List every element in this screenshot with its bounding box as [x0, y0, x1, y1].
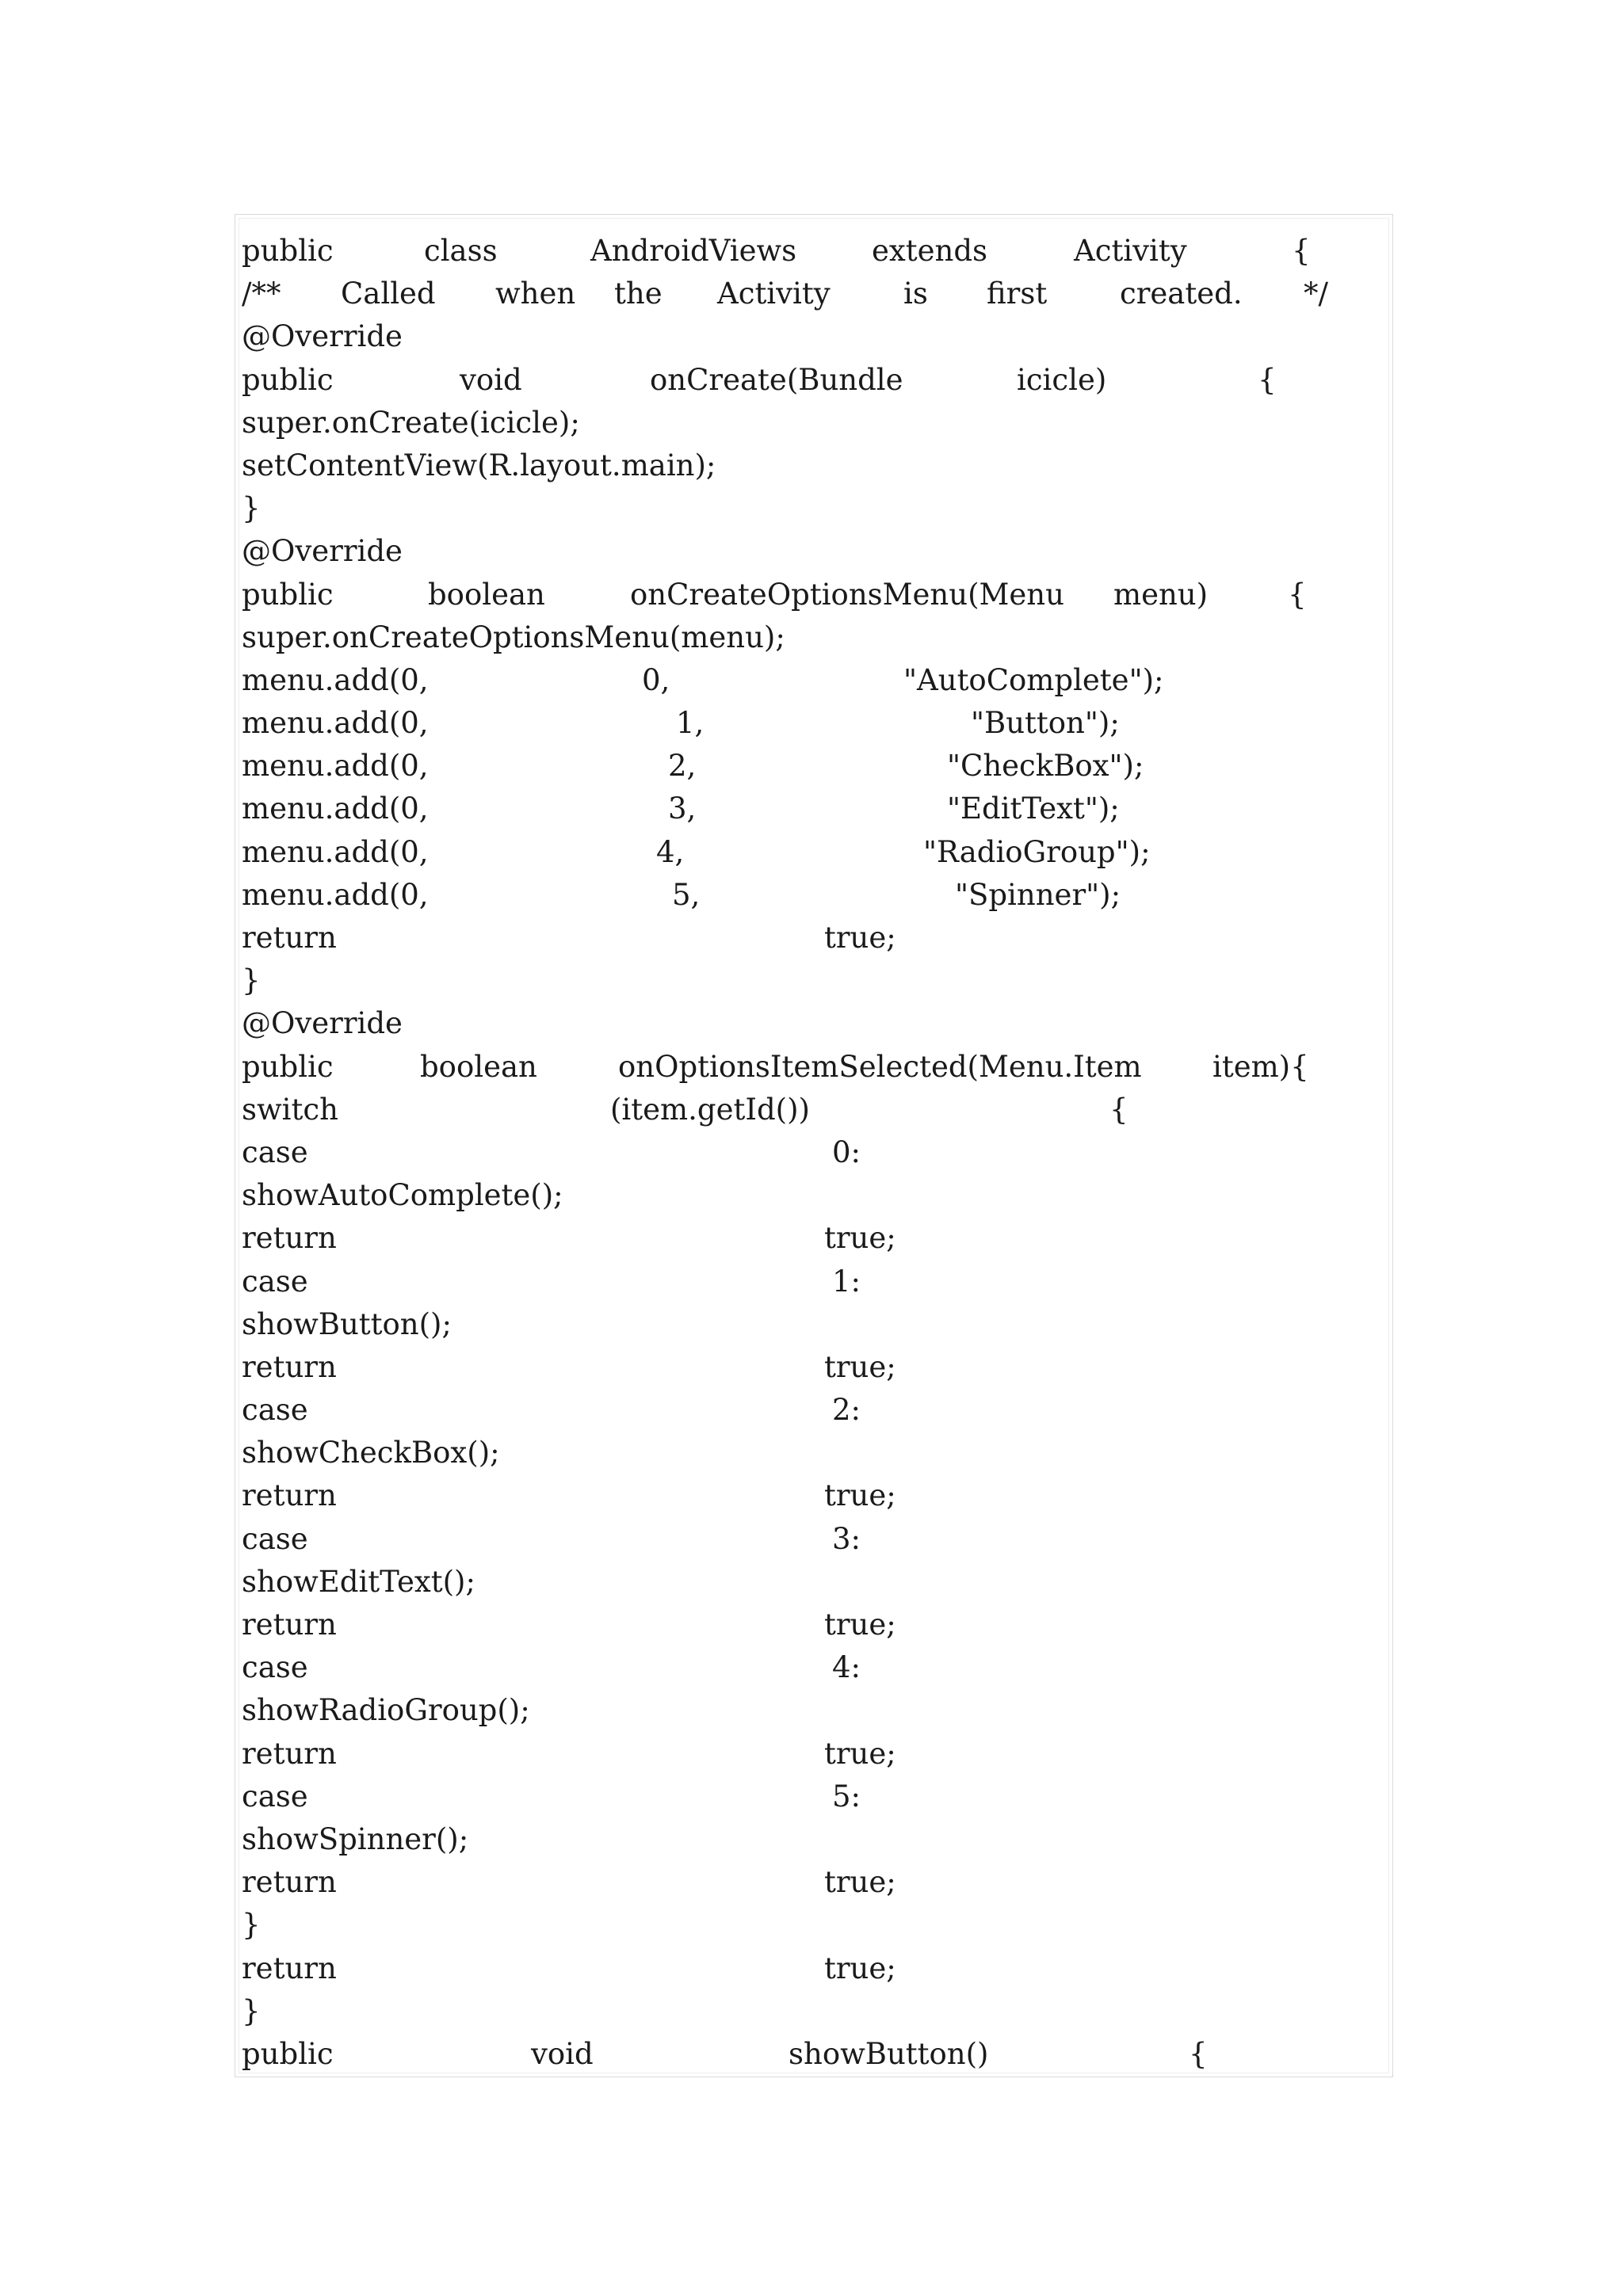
code-token: menu.add(0,	[242, 662, 429, 697]
code-line	[242, 1217, 1375, 1260]
code-token: true;	[824, 1865, 896, 1900]
code-token: onOptionsItemSelected(Menu.Item	[618, 1049, 1142, 1084]
code-token: case	[242, 1650, 308, 1685]
code-token: 3,	[668, 791, 697, 826]
code-line	[242, 359, 1375, 402]
code-token: public	[242, 362, 334, 397]
code-token: 4:	[832, 1650, 861, 1685]
code-token: item){	[1212, 1049, 1309, 1084]
code-token: is	[903, 277, 928, 311]
code-line	[242, 530, 1375, 573]
code-token: showButton();	[242, 1306, 452, 1341]
code-token: AndroidViews	[590, 234, 797, 268]
code-token: when	[495, 277, 576, 311]
code-line	[242, 1904, 1375, 1947]
code-token: Activity	[717, 277, 831, 311]
code-token: @Override	[242, 534, 403, 569]
code-line	[242, 1947, 1375, 1990]
code-token: Activity	[1074, 234, 1187, 268]
code-line	[242, 1518, 1375, 1561]
code-token: true;	[824, 921, 896, 955]
code-token: case	[242, 1135, 308, 1169]
code-token: 1,	[676, 706, 705, 741]
code-token: case	[242, 1521, 308, 1556]
code-token: void	[531, 2036, 594, 2071]
code-token: void	[460, 362, 522, 397]
code-line	[242, 1046, 1375, 1089]
code-token: }	[242, 1908, 261, 1943]
code-line	[242, 1818, 1375, 1861]
code-line	[242, 1261, 1375, 1303]
code-token: Called	[341, 277, 436, 311]
code-token: return	[242, 1349, 337, 1384]
code-token: 1:	[832, 1264, 861, 1299]
code-line	[242, 1604, 1375, 1646]
code-line	[242, 1474, 1375, 1517]
code-token: 2:	[832, 1393, 861, 1428]
code-line	[242, 788, 1375, 830]
code-line	[242, 574, 1375, 616]
code-token: 5,	[672, 877, 701, 912]
code-line	[242, 1990, 1375, 2033]
code-line	[242, 917, 1375, 959]
code-token: "AutoComplete");	[903, 662, 1164, 697]
code-line	[242, 659, 1375, 702]
code-token: showSpinner();	[242, 1821, 469, 1856]
code-token: menu.add(0,	[242, 749, 429, 784]
code-token: {	[1288, 577, 1307, 612]
code-token: the	[614, 277, 663, 311]
code-line	[242, 959, 1375, 1002]
code-line	[242, 1561, 1375, 1604]
code-line	[242, 745, 1375, 788]
code-token: {	[1258, 362, 1277, 397]
code-line	[242, 1389, 1375, 1432]
code-token: case	[242, 1779, 308, 1814]
code-token: return	[242, 1221, 337, 1256]
code-token: public	[242, 234, 334, 268]
code-line	[242, 1131, 1375, 1174]
code-line	[242, 2033, 1375, 2076]
code-token: "Spinner");	[955, 877, 1121, 912]
code-token: menu)	[1113, 577, 1209, 612]
code-token: 5:	[832, 1779, 861, 1814]
code-line	[242, 1346, 1375, 1389]
code-token: super.onCreate(icicle);	[242, 405, 580, 440]
code-line	[242, 1646, 1375, 1689]
code-token: true;	[824, 1608, 896, 1642]
code-token: case	[242, 1393, 308, 1428]
code-token: return	[242, 1608, 337, 1642]
code-line	[242, 1174, 1375, 1217]
code-token: 4,	[656, 834, 685, 869]
code-token: }	[242, 491, 261, 526]
code-line	[242, 702, 1375, 745]
code-line	[242, 874, 1375, 917]
code-token: }	[242, 1993, 261, 2028]
code-token: boolean	[420, 1049, 537, 1084]
code-token: @Override	[242, 1006, 403, 1041]
code-line	[242, 444, 1375, 487]
code-token: {	[1292, 234, 1311, 268]
code-listing	[242, 230, 1375, 2076]
code-token: return	[242, 1736, 337, 1771]
code-token: case	[242, 1264, 308, 1299]
code-line	[242, 1089, 1375, 1131]
code-line	[242, 1432, 1375, 1474]
code-token: true;	[824, 1349, 896, 1384]
code-token: /**	[242, 277, 281, 311]
code-token: "Button");	[971, 706, 1120, 741]
code-token: 3:	[832, 1521, 861, 1556]
code-line	[242, 273, 1375, 315]
code-token: onCreateOptionsMenu(Menu	[630, 577, 1064, 612]
code-token: public	[242, 577, 334, 612]
code-token: "EditText");	[947, 791, 1120, 826]
code-token: setContentView(R.layout.main);	[242, 448, 716, 482]
code-token: switch	[242, 1092, 338, 1127]
code-token: public	[242, 1049, 334, 1084]
code-line	[242, 487, 1375, 530]
code-token: (item.getId())	[610, 1092, 810, 1127]
code-token: "CheckBox");	[947, 749, 1144, 784]
code-token: return	[242, 1951, 337, 1985]
code-line	[242, 1861, 1375, 1904]
code-line	[242, 1775, 1375, 1818]
code-line	[242, 1689, 1375, 1732]
code-token: first	[987, 277, 1048, 311]
code-token: showEditText();	[242, 1564, 475, 1599]
code-token: }	[242, 963, 261, 998]
code-token: true;	[824, 1736, 896, 1771]
code-line	[242, 616, 1375, 659]
code-token: menu.add(0,	[242, 791, 429, 826]
code-line	[242, 230, 1375, 273]
code-line	[242, 402, 1375, 444]
code-token: icicle)	[1017, 362, 1107, 397]
code-token: menu.add(0,	[242, 706, 429, 741]
code-token: showCheckBox();	[242, 1436, 500, 1470]
code-token: {	[1109, 1092, 1128, 1127]
code-token: showButton()	[789, 2036, 989, 2071]
code-token: menu.add(0,	[242, 877, 429, 912]
code-token: showRadioGroup();	[242, 1693, 530, 1728]
code-line	[242, 1002, 1375, 1045]
code-token: return	[242, 1865, 337, 1900]
code-token: return	[242, 921, 337, 955]
code-token: 0,	[642, 662, 670, 697]
code-token: true;	[824, 1951, 896, 1985]
code-token: class	[424, 234, 498, 268]
code-token: onCreate(Bundle	[650, 362, 903, 397]
code-token: showAutoComplete();	[242, 1178, 563, 1213]
code-line	[242, 315, 1375, 358]
code-token: created.	[1120, 277, 1243, 311]
code-token: 2,	[668, 749, 697, 784]
code-token: */	[1304, 277, 1328, 311]
code-line	[242, 1733, 1375, 1775]
code-line	[242, 831, 1375, 874]
code-token: true;	[824, 1478, 896, 1513]
code-token: return	[242, 1478, 337, 1513]
code-token: 0:	[832, 1135, 861, 1169]
code-token: @Override	[242, 319, 403, 354]
code-token: extends	[872, 234, 988, 268]
code-line	[242, 1303, 1375, 1346]
code-token: "RadioGroup");	[923, 834, 1151, 869]
code-token: {	[1189, 2036, 1208, 2071]
code-token: boolean	[428, 577, 545, 612]
code-token: super.onCreateOptionsMenu(menu);	[242, 620, 785, 654]
code-token: menu.add(0,	[242, 834, 429, 869]
code-token: true;	[824, 1221, 896, 1256]
code-token: public	[242, 2036, 334, 2071]
